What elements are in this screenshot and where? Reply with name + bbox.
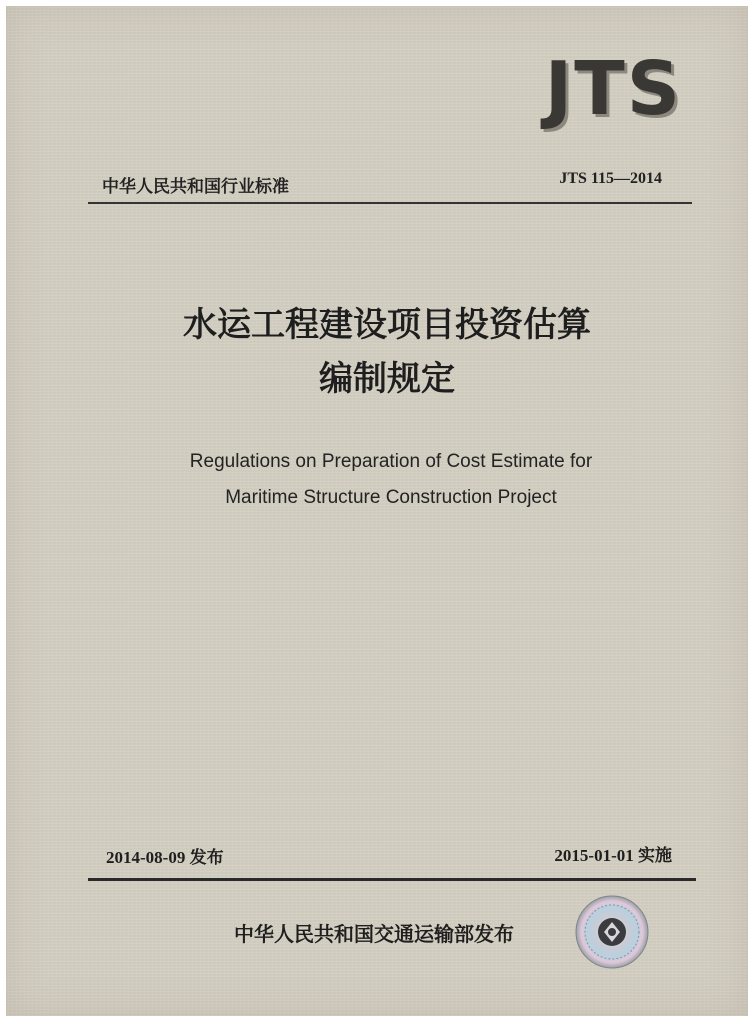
jts-logo: JTS <box>544 46 682 132</box>
standard-code: JTS 115—2014 <box>559 170 662 187</box>
book-cover <box>6 6 748 1016</box>
english-title-line-2: Maritime Structure Construction Project <box>225 487 557 508</box>
effective-date: 2015-01-01 实施 <box>554 846 672 865</box>
chinese-title-line-1: 水运工程建设项目投资估算 <box>183 305 591 345</box>
top-rule <box>88 202 692 204</box>
chinese-title-line-2: 编制规定 <box>319 359 455 399</box>
english-title-line-1: Regulations on Preparation of Cost Estimate for <box>189 451 593 472</box>
bottom-rule <box>88 878 696 881</box>
hologram-seal-icon <box>574 894 650 970</box>
issuer-label: 中华人民共和国行业标准 <box>102 177 289 197</box>
english-title <box>6 444 754 516</box>
publisher-label: 中华人民共和国交通运输部发布 <box>234 922 514 946</box>
issue-date: 2014-08-09 发布 <box>106 848 224 867</box>
chinese-title <box>6 298 754 406</box>
